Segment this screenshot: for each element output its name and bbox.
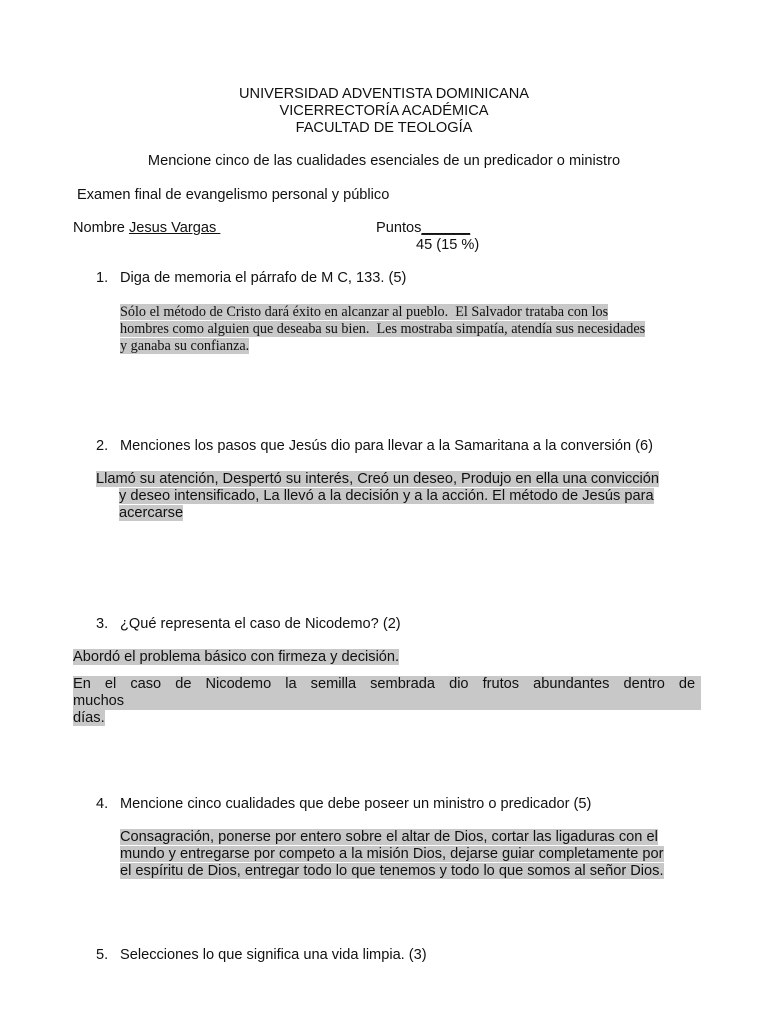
question-2-text: Menciones los pasos que Jesús dio para llevar a la Samaritana a la conversión (6) (120, 438, 653, 454)
question-4-text: Mencione cinco cualidades que debe poseer un ministro o predicador (5) (120, 796, 592, 812)
faculty-name: FACULTAD DE TEOLOGÍA (295, 120, 473, 136)
answer-1-line-1: Sólo el método de Cristo dará éxito en alcanzar al pueblo. El Salvador trataba con los (120, 304, 609, 320)
exam-title: Examen final de evangelismo personal y público (77, 187, 390, 203)
points-label: Puntos (376, 220, 422, 236)
exam-subtitle: Mencione cinco de las cualidades esenciales de un predicador o ministro (147, 153, 621, 169)
answer-1 (120, 304, 645, 355)
question-3-text: ¿Qué representa el caso de Nicodemo? (2) (120, 616, 401, 632)
name-label: Nombre (73, 220, 125, 236)
question-5-text: Selecciones lo que significa una vida limpia. (3) (120, 947, 427, 963)
answer-2-line-1: Llamó su atención, Despertó su interés, Creó un deseo, Produjo en ella una convicción (96, 471, 660, 487)
question-3-number: 3. (96, 616, 109, 632)
question-2-number: 2. (96, 438, 109, 454)
question-1-text: Diga de memoria el párrafo de M C, 133. (5) (120, 270, 407, 286)
answer-3-paragraph-2 (73, 676, 701, 727)
points-field (376, 220, 470, 237)
answer-1-line-3: y ganaba su confianza. (120, 338, 250, 354)
vice-rectorate: VICERRECTORÍA ACADÉMICA (279, 103, 489, 119)
answer-3-line-2: En el caso de Nicodemo la semilla sembrada dio frutos abundantes dentro de muchos (73, 676, 701, 710)
answer-3-line-1: Abordó el problema básico con firmeza y decisión. (73, 649, 400, 665)
answer-4-line-1: Consagración, ponerse por entero sobre el altar de Dios, cortar las ligaduras con el (120, 829, 658, 845)
answer-1-line-2: hombres como alguien que deseaba su bien. Les mostraba simpatía, atendía sus necesidades (120, 321, 646, 337)
answer-3-paragraph-1 (73, 649, 399, 666)
answer-2-line-3: acercarse (119, 505, 184, 521)
points-blank: ______ (421, 220, 471, 236)
name-field (73, 220, 220, 237)
name-value: Jesus Vargas (128, 220, 221, 236)
answer-2-line-2: y deseo intensificado, La llevó a la decisión y a la acción. El método de Jesús para (119, 488, 654, 504)
question-5-number: 5. (96, 947, 109, 963)
question-4-number: 4. (96, 796, 109, 812)
answer-3-line-3: días. (73, 710, 105, 726)
answer-4-line-2: mundo y entregarse por competo a la misión Dios, dejarse guiar completamente por (120, 846, 664, 862)
answer-4-line-3: el espíritu de Dios, entregar todo lo que tenemos y todo lo que somos al señor Dios. (120, 863, 664, 879)
points-value: 45 (15 %) (416, 237, 480, 253)
answer-4 (120, 829, 698, 880)
question-1-number: 1. (96, 270, 109, 286)
university-name: UNIVERSIDAD ADVENTISTA DOMINICANA (238, 86, 530, 102)
answer-2 (96, 471, 700, 522)
